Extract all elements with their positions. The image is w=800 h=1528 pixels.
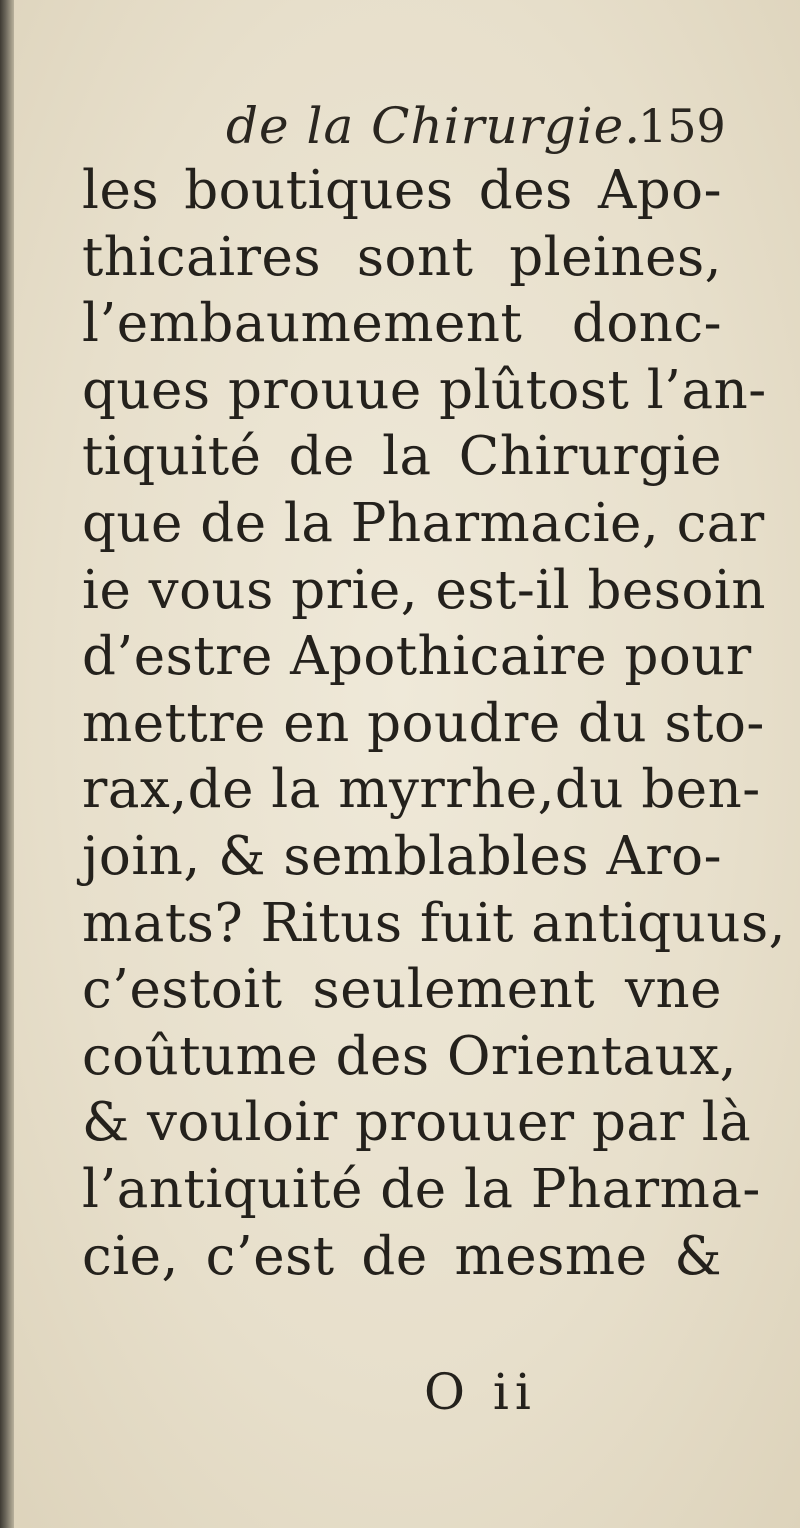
text-line: ie vous prie, est-il besoin bbox=[82, 559, 766, 621]
text-line: mats? Ritus fuit antiquus, bbox=[82, 892, 787, 954]
text-line: thicaires sont pleines, bbox=[82, 226, 722, 288]
page-header bbox=[226, 96, 726, 166]
text-line: mettre en poudre du sto- bbox=[82, 692, 765, 754]
text-line: tiquité de la Chirurgie bbox=[82, 426, 722, 488]
text-line: que de la Pharmacie, car bbox=[82, 492, 765, 554]
text-line: & vouloir prouuer par là bbox=[82, 1092, 752, 1154]
text-line: l’antiquité de la Pharma- bbox=[82, 1158, 761, 1220]
text-line: cie, c’est de mesme & bbox=[82, 1225, 722, 1287]
text-line: join, & semblables Aro- bbox=[82, 825, 722, 887]
text-line: rax,de la myrrhe,du ben- bbox=[82, 759, 761, 821]
text-line: l’embaumement donc- bbox=[82, 293, 722, 355]
page-number: 159 bbox=[638, 99, 726, 153]
signature-mark: O ii bbox=[424, 1363, 537, 1421]
text-line: ques prouue plûtost l’an- bbox=[82, 359, 767, 421]
body-text bbox=[82, 158, 787, 1290]
running-head: de la Chirurgie. bbox=[226, 97, 642, 155]
text-line: c’estoit seulement vne bbox=[82, 959, 722, 1021]
binding-gutter bbox=[0, 0, 14, 1528]
text-line: coûtume des Orientaux, bbox=[82, 1025, 737, 1087]
text-line: les boutiques des Apo- bbox=[82, 160, 722, 221]
text-line: d’estre Apothicaire pour bbox=[82, 626, 752, 688]
